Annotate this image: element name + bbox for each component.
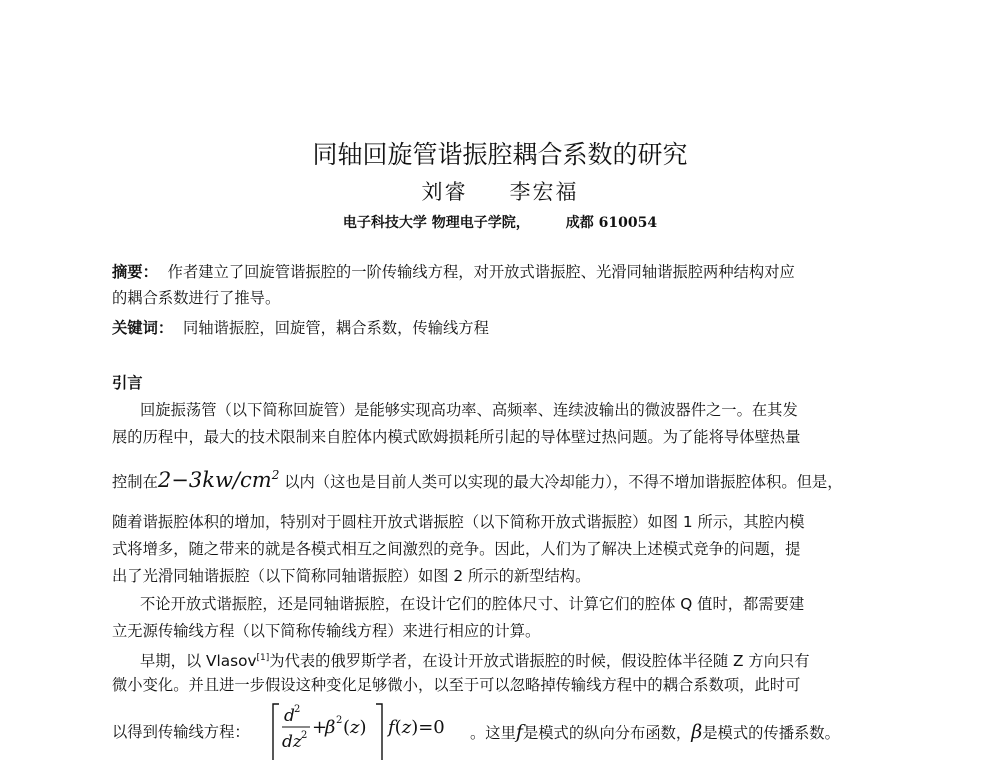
equation-superscript: 2 (301, 730, 308, 741)
equation-rhs: f(z)=0 (388, 717, 445, 738)
equation-superscript: 2 (294, 704, 301, 715)
math-superscript: 2 (271, 468, 280, 482)
abstract-label: 摘要： (112, 263, 158, 281)
body-line: 展的历程中，最大的技术限制来自腔体内模式欧姆损耗所引起的导体壁过热问题。为了能将导体壁热量 (112, 428, 801, 446)
keywords-line (112, 318, 892, 338)
equation-argument: (z) (343, 717, 367, 738)
body-line: 以得到传输线方程： (112, 723, 250, 741)
body-line: 立无源传输线方程（以下简称传输线方程）来进行相应的计算。 (112, 622, 541, 640)
math-symbol: f (515, 721, 523, 743)
body-line: 微小变化。并且进一步假设这种变化足够微小，以至于可以忽略掉传输线方程中的耦合系数项，此时可 (112, 676, 801, 694)
body-text: 控制在 (112, 473, 158, 491)
equation-denominator: dz (282, 732, 302, 752)
body-text: 早期，以 Vlasov (140, 652, 257, 671)
transmission-line-equation (270, 700, 470, 760)
math-symbol: β (691, 721, 703, 743)
abstract-line: 的耦合系数进行了推导。 (112, 289, 281, 307)
keywords-label: 关键词： (112, 319, 174, 337)
author-list (0, 176, 1000, 206)
body-line: 回旋振荡管（以下简称回旋管）是能够实现高功率、高频率、连续波输出的微波器件之一。在其发 (140, 401, 798, 419)
body-text: 为代表的俄罗斯学者，在设计开放式谐振腔的时候，假设腔体半径随 Z 方向只有 (269, 652, 810, 671)
body-text: 以内（这也是目前人类可以实现的最大冷却能力），不得不增加谐振腔体积。但是， (279, 473, 843, 491)
body-line: 出了光滑同轴谐振腔（以下简称同轴谐振腔）如图 2 所示的新型结构。 (112, 567, 591, 585)
equation-right-bracket (376, 704, 382, 760)
body-text: 。这里 (470, 724, 516, 742)
paper-title: 同轴回旋管谐振腔耦合系数的研究 (312, 140, 688, 169)
abstract-text: 作者建立了回旋管谐振腔的一阶传输线方程，对开放式谐振腔、光滑同轴谐振腔两种结构对应 (167, 263, 795, 281)
math-expression (158, 468, 279, 492)
body-text: 是模式的传播系数。 (702, 724, 840, 742)
equation-numerator: d (284, 706, 295, 726)
body-line: 随着谐振腔体积的增加，特别对于圆柱开放式谐振腔（以下简称开放式谐振腔）如图 1 所示，其腔内模 (112, 513, 805, 531)
body-line: 式将增多，随之带来的就是各模式相互之间激烈的竞争。因此，人们为了解决上述模式竞争的问题，提 (112, 540, 801, 558)
affiliation-city: 成都 610054 (565, 215, 658, 231)
equation-plus: + (312, 717, 328, 738)
body-line (112, 462, 892, 495)
equation-superscript: 2 (336, 715, 343, 726)
citation-ref: [1] (256, 653, 270, 663)
body-line (140, 648, 892, 671)
body-text: 是模式的纵向分布函数， (522, 724, 692, 742)
affiliation-name: 电子科技大学 物理电子学院， (342, 215, 530, 231)
keywords-text: 同轴谐振腔，回旋管，耦合系数，传输线方程 (182, 319, 489, 337)
abstract-line (112, 262, 892, 282)
math-text: 2−3kw/cm (157, 468, 272, 492)
equation-left-bracket (273, 704, 279, 760)
body-line: 不论开放式谐振腔，还是同轴谐振腔，在设计它们的腔体尺寸、计算它们的腔体 Q 值时，都需要建 (140, 595, 805, 613)
author-name: 李宏福 (509, 180, 579, 204)
equation-beta: β (325, 717, 336, 738)
section-heading: 引言 (112, 374, 143, 392)
body-line (470, 722, 840, 743)
affiliation (0, 212, 1000, 232)
author-name: 刘睿 (421, 180, 468, 204)
